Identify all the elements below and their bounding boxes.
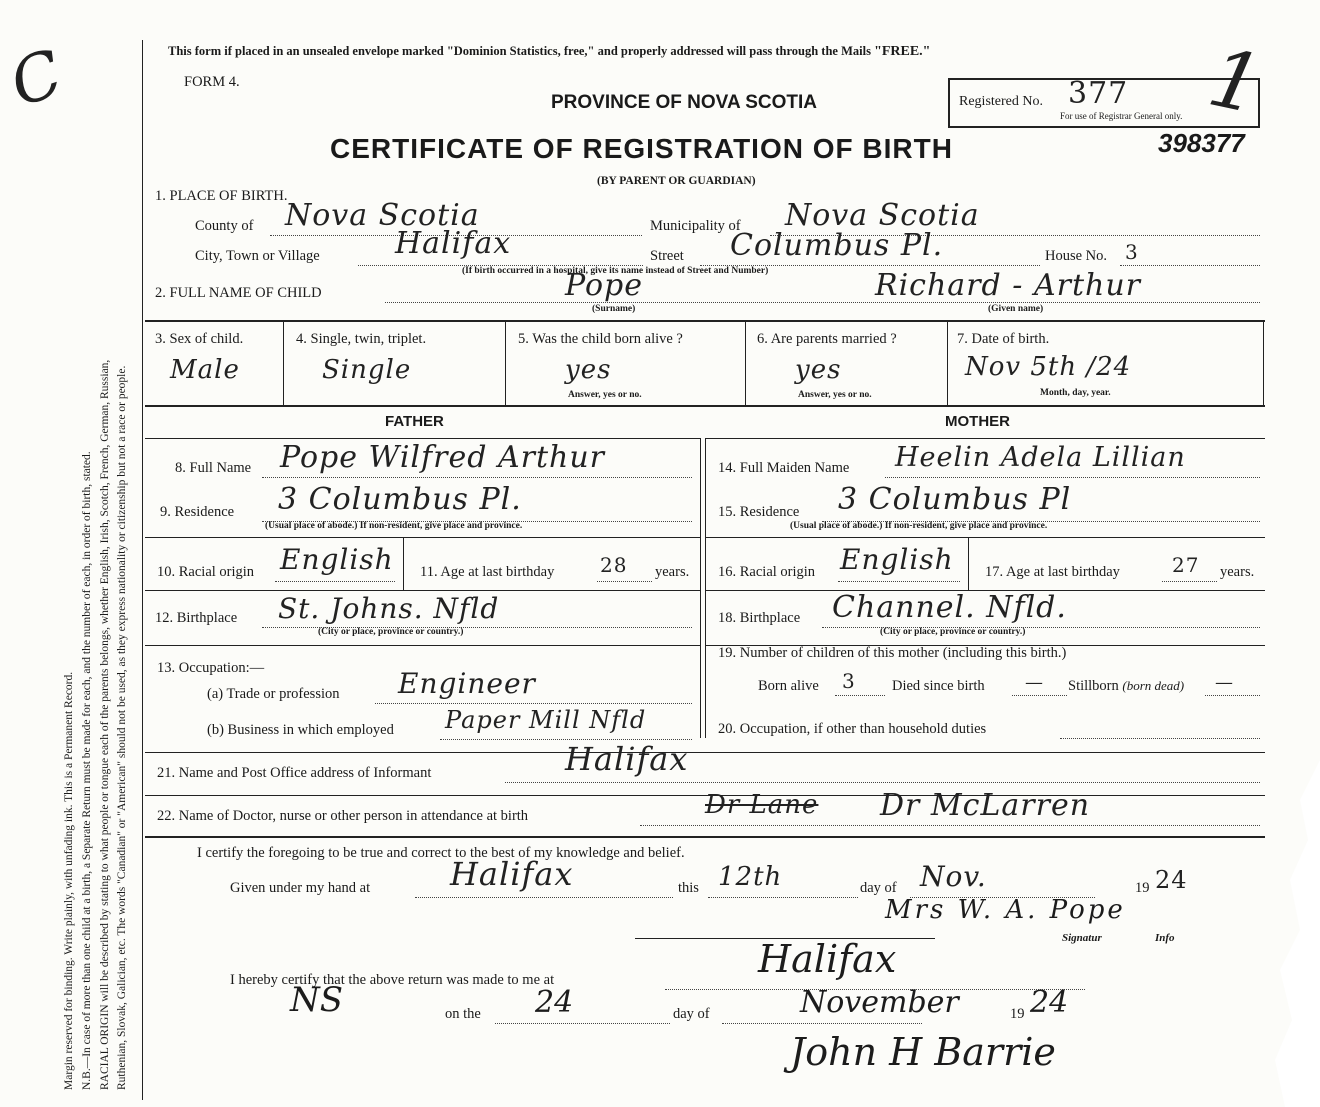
given-label: Given under my hand at (230, 880, 371, 896)
father-trade-label: (a) Trade or profession (207, 686, 340, 702)
county-value: Nova Scotia (285, 198, 480, 233)
municipality-value: Nova Scotia (785, 198, 980, 233)
signature-caption-a: Signatur (1062, 932, 1102, 944)
father-racial-line (275, 581, 395, 582)
stillborn-note: (born dead) (1122, 678, 1185, 693)
registrar-mark: NS (290, 980, 344, 1020)
mother-age-value: 27 (1172, 553, 1200, 577)
married-label: 6. Are parents married ? (757, 331, 897, 347)
father-name-line (262, 477, 692, 478)
father-top-rule (145, 438, 700, 439)
father-birthplace-caption: (City or place, province or country.) (318, 627, 464, 637)
father-racial-label: 10. Racial origin (157, 564, 255, 580)
mother-occupation-label: 20. Occupation, if other than household duties (718, 721, 987, 737)
father-trade-value: Engineer (398, 667, 536, 700)
born-alive-caption: Answer, yes or no. (568, 390, 642, 400)
born-alive-value: yes (565, 355, 612, 385)
mother-age-line (1162, 581, 1217, 582)
father-residence-label: 9. Residence (160, 504, 235, 520)
mother-stillborn-value: — (1215, 672, 1234, 693)
sex-value: Male (170, 355, 240, 385)
dob-value: Nov 5th /24 (965, 352, 1132, 382)
signature-caption-b: Info (1155, 932, 1175, 944)
year-prefix: 19 (1135, 880, 1150, 896)
father-heading: FATHER (385, 413, 444, 430)
margin-mark-left: C (1, 36, 73, 122)
col-rule-5 (1263, 320, 1264, 406)
dob-label: 7. Date of birth. (957, 331, 1050, 347)
hospital-note: (If birth occurred in a hospital, give its name instead of Street and Number) (462, 266, 769, 276)
informant-top-rule (145, 752, 1265, 753)
mother-racial-divider (968, 537, 969, 590)
registrar-month-value: November (800, 985, 959, 1020)
given-place-value: Halifax (450, 855, 574, 893)
col-rule-3 (745, 320, 746, 406)
mother-birthplace-label: 18. Birthplace (718, 610, 801, 626)
place-of-birth-label: 1. PLACE OF BIRTH. (155, 188, 288, 204)
sex-label: 3. Sex of child. (155, 331, 244, 347)
postage-note (168, 44, 930, 60)
province-heading: PROVINCE OF NOVA SCOTIA (551, 92, 818, 113)
day-of-label: day of (860, 880, 897, 896)
stillborn-text: Stillborn (1068, 678, 1119, 694)
born-alive-label: 5. Was the child born alive ? (518, 331, 683, 347)
mother-age-label: 17. Age at last birthday (985, 564, 1120, 580)
father-racial-divider (403, 537, 404, 590)
dob-caption: Month, day, year. (1040, 388, 1111, 398)
mother-born-alive-value: 3 (842, 669, 856, 693)
house-value: 3 (1125, 240, 1139, 264)
frame-left-rule (142, 40, 143, 1100)
registrar-place-value: Halifax (758, 937, 897, 981)
married-caption: Answer, yes or no. (798, 390, 872, 400)
given-place-line (415, 897, 673, 898)
father-rule-4 (145, 645, 700, 646)
father-rule-3 (145, 590, 700, 591)
mother-heading: MOTHER (945, 413, 1010, 430)
mother-died-value: — (1025, 672, 1044, 693)
margin-note-nb: N.B.—In case of more than one child at a birth, a Separate Return must be made for each, and the number of each, in order of birth, stated. (81, 451, 93, 1090)
father-age-value: 28 (600, 553, 628, 577)
father-racial-value: English (280, 543, 394, 576)
registered-label: Registered No. (959, 94, 1043, 109)
mother-mid-rule (706, 537, 1265, 538)
mother-occupation-line (1060, 738, 1260, 739)
surname-caption: (Surname) (592, 304, 636, 314)
plurality-label: 4. Single, twin, triplet. (296, 331, 427, 347)
year-value: 24 (1155, 866, 1188, 894)
informant-line (505, 782, 1260, 783)
attendant-struck: Dr Lane (705, 790, 819, 820)
page-subtitle: (BY PARENT OR GUARDIAN) (597, 175, 756, 187)
father-residence-value: 3 Columbus Pl. (278, 482, 522, 517)
mother-racial-value: English (840, 543, 954, 576)
form-number: FORM 4. (184, 74, 240, 90)
postage-free: "FREE." (874, 44, 931, 59)
father-trade-line (375, 703, 692, 704)
mother-racial-label: 16. Racial origin (718, 564, 816, 580)
this-label: this (678, 880, 699, 896)
informant-value: Halifax (565, 740, 689, 778)
city-label: City, Town or Village (195, 248, 320, 264)
attendant-value: Dr McLarren (880, 788, 1091, 823)
registrar-signature: John H Barrie (790, 1030, 1056, 1074)
street-label: Street (650, 248, 684, 264)
father-business-value: Paper Mill Nfld (445, 706, 647, 734)
col-rule-2 (505, 320, 506, 406)
mother-name-label: 14. Full Maiden Name (718, 460, 850, 476)
house-line (1120, 265, 1260, 266)
father-birthplace-label: 12. Birthplace (155, 610, 238, 626)
mother-stillborn-label (1068, 678, 1184, 695)
child-name-label: 2. FULL NAME OF CHILD (155, 285, 322, 301)
father-name-label: 8. Full Name (175, 460, 252, 476)
on-the-label: on the (445, 1006, 481, 1022)
mother-birthplace-caption: (City or place, province or country.) (880, 627, 1026, 637)
father-mid-rule (145, 537, 700, 538)
mother-name-value: Heelin Adela Lillian (895, 442, 1186, 473)
mother-name-line (885, 477, 1260, 478)
father-business-label: (b) Business in which employed (207, 722, 394, 738)
registrar-year-prefix: 19 (1010, 1006, 1025, 1022)
certification-top-rule (145, 836, 1265, 838)
row-rule-bottom (145, 405, 1265, 407)
father-age-line (597, 581, 652, 582)
registrar-day-of-label: day of (673, 1006, 710, 1022)
father-years: years. (655, 564, 690, 580)
city-value: Halifax (395, 226, 512, 261)
torn-corner (1180, 760, 1320, 1107)
registrar-note: For use of Registrar General only. (1060, 111, 1183, 121)
postage-note-text: This form if placed in an unsealed envelope marked "Dominion Statistics, free," and properly addressed will pass through the Mails (168, 44, 871, 58)
day-value: 12th (718, 862, 783, 892)
registrar-day-value: 24 (535, 985, 574, 1020)
father-age-label: 11. Age at last birthday (420, 564, 555, 580)
plurality-value: Single (322, 355, 412, 385)
attendant-label: 22. Name of Doctor, nurse or other person in attendance at birth (157, 808, 529, 824)
mother-died-line (1012, 695, 1067, 696)
row-rule-top (145, 320, 1265, 322)
father-occupation-label: 13. Occupation:— (157, 660, 265, 676)
stamp-number: 398377 (1158, 128, 1245, 158)
registered-box (948, 78, 1260, 128)
street-value: Columbus Pl. (730, 228, 944, 263)
registrar-statement: I hereby certify that the above return was made to me at (230, 972, 555, 988)
mother-died-label: Died since birth (892, 678, 985, 694)
col-rule-4 (947, 320, 948, 406)
month-value: Nov. (920, 860, 987, 893)
registrar-year-value: 24 (1030, 985, 1069, 1020)
child-given-name: Richard - Arthur (875, 268, 1141, 303)
attendant-line (640, 825, 1260, 826)
margin-note-binding: Margin reserved for binding. Write plainly, with unfading ink. This is a Permanent Record. (63, 671, 75, 1090)
married-value: yes (795, 355, 842, 385)
mother-years: years. (1220, 564, 1255, 580)
house-label: House No. (1045, 248, 1108, 264)
given-caption: (Given name) (988, 304, 1044, 314)
child-surname: Pope (565, 268, 643, 303)
informant-signature: Mrs W. A. Pope (885, 895, 1126, 925)
certify-statement: I certify the foregoing to be true and correct to the best of my knowledge and belief. (197, 845, 685, 861)
center-rule-a (700, 438, 701, 738)
father-birthplace-value: St. Johns. Nfld (278, 592, 500, 625)
mother-racial-line (838, 581, 960, 582)
registrar-month-line (722, 1023, 922, 1024)
mother-residence-value: 3 Columbus Pl (838, 482, 1072, 517)
registrar-day-line (495, 1023, 670, 1024)
margin-mark-right: 1 (1200, 30, 1272, 133)
registered-value: 377 (1068, 76, 1129, 111)
col-rule-1 (283, 320, 284, 406)
mother-born-alive-line (835, 695, 885, 696)
page-title: CERTIFICATE OF REGISTRATION OF BIRTH (330, 133, 953, 164)
county-label: County of (195, 218, 254, 234)
informant-label: 21. Name and Post Office address of Informant (157, 765, 432, 781)
father-residence-caption: (Usual place of abode.) If non-resident, give place and province. (265, 521, 523, 531)
margin-note-racial-1: RACIAL ORIGIN will be described by stating to what people or tongue each of the parents belongs, whether English, Irish, Scotch, French, German, Russian, (99, 359, 111, 1090)
center-rule-b (705, 438, 706, 738)
day-line (708, 897, 858, 898)
mother-residence-label: 15. Residence (718, 504, 800, 520)
father-name-value: Pope Wilfred Arthur (280, 440, 606, 475)
mother-birthplace-value: Channel. Nfld. (832, 590, 1067, 625)
margin-note-racial-2: Ruthenian, Slovak, Galician, etc. The words "Canadian" or "American" should not be used, as they express nationality or citizenship but not a race or people. (116, 365, 128, 1090)
mother-residence-caption: (Usual place of abode.) If non-resident, give place and province. (790, 521, 1048, 531)
municipality-label: Municipality of (650, 218, 741, 234)
mother-top-rule (706, 438, 1265, 439)
mother-born-alive-label: Born alive (758, 678, 819, 694)
mother-children-label: 19. Number of children of this mother (including this birth.) (718, 645, 1067, 661)
mother-stillborn-line (1205, 695, 1260, 696)
